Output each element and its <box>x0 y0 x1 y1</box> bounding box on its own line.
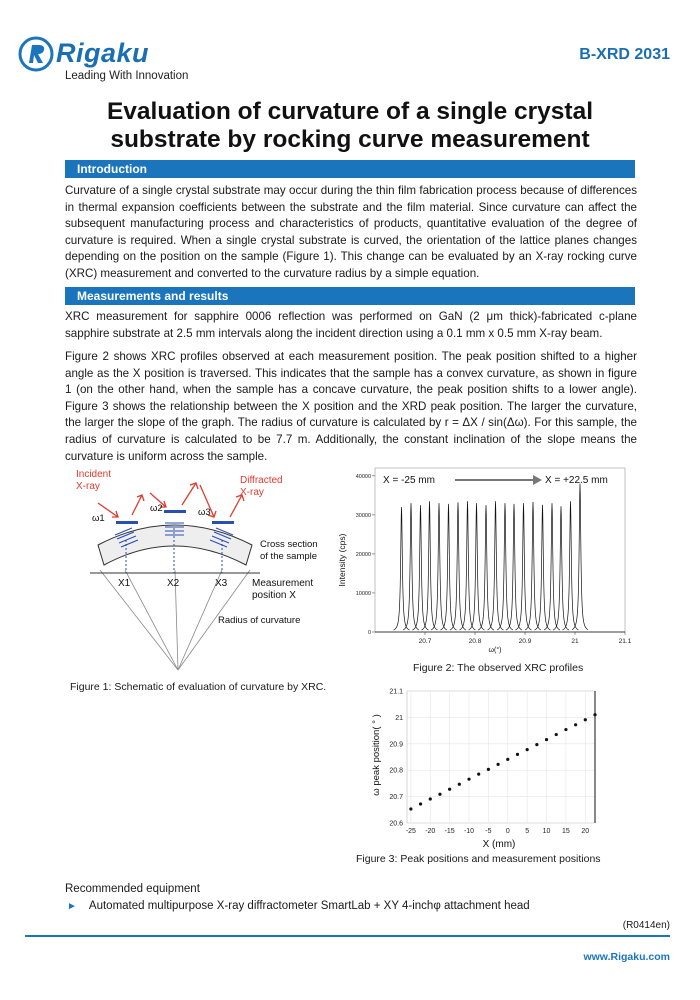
incident-label-1: Incident <box>76 469 112 480</box>
introduction-paragraph: Curvature of a single crystal substrate may occur during the thin film fabrication process because of differences in thermal expansion coefficients between the substrate and the film material. Since curvature can affect the subsequent manufacturing process and characteristics of products, quantitative evaluation of the degree of curvature is required. When a single crystal substrate is curved, the orientation of the lattice planes changes depending on the position on the sample (Figure 1). This change can be evaluated by an X-ray rocking curve (XRC) measurement and converted to the curvature radius by a simple equation. <box>65 184 637 280</box>
fig3-y-tick-label: 20.8 <box>389 767 403 775</box>
fig2-x-tick-label: 20.9 <box>518 638 532 645</box>
fig2-profile-line <box>441 504 457 630</box>
fig2-x-tick-label: 21.1 <box>618 638 632 645</box>
fig2-profile-line <box>488 501 504 630</box>
triangle-bullet-icon: ► <box>67 901 77 912</box>
section-heading-measurements: Measurements and results <box>65 287 635 305</box>
fig3-x-tick-label: 0 <box>505 828 510 835</box>
fig2-profile-line <box>394 507 410 630</box>
fig2-x-tick-label: 21 <box>571 638 579 645</box>
fig3-data-point <box>477 773 480 776</box>
fig2-y-tick-label: 30000 <box>355 512 371 519</box>
fig2-annotation-left: X = -25 mm <box>383 475 435 486</box>
fig2-profile-line <box>469 503 485 630</box>
fig2-y-tick-label: 10000 <box>355 590 371 597</box>
fig2-profile-line <box>516 503 532 630</box>
fig3-data-point <box>438 793 441 796</box>
fig3-y-tick-label: 21.1 <box>389 688 403 696</box>
document-title <box>40 98 660 154</box>
fig2-y-tick-label: 40000 <box>355 473 371 480</box>
figure-2-caption: Figure 2: The observed XRC profiles <box>413 662 584 674</box>
fig3-x-tick-label: -10 <box>463 828 475 835</box>
equipment-heading: Recommended equipment <box>65 883 200 895</box>
fig2-plot-area <box>356 468 632 645</box>
equipment-item-text: Automated multipurpose X-ray diffractometer SmartLab + XY 4-inchφ attachment head <box>88 900 530 912</box>
figure-1-caption: Figure 1: Schematic of evaluation of curvature by XRC. <box>70 681 327 693</box>
fig3-data-point <box>496 763 499 766</box>
fig3-data-point <box>545 738 548 741</box>
fig3-plot-area <box>389 689 596 836</box>
fig2-x-tick-label: 20.8 <box>468 638 482 645</box>
omega-3-label: ω3 <box>198 507 211 518</box>
fig3-y-axis-label: ω peak position( ° ) <box>371 714 382 796</box>
fig3-data-point <box>555 733 558 736</box>
fig2-profile-line <box>478 505 494 630</box>
omega-1-label: ω1 <box>92 513 105 524</box>
fig2-profile-line <box>544 503 560 630</box>
figure-1-schematic <box>70 465 340 680</box>
fig2-profile-line <box>413 505 429 630</box>
beam-spot <box>212 521 234 524</box>
title-line-1: Evaluation of curvature of a single crystal <box>106 98 594 125</box>
fig3-x-tick-label: 20 <box>581 828 590 835</box>
fig2-profile-line <box>403 503 419 630</box>
fig2-y-tick-label: 0 <box>367 630 371 636</box>
rigaku-logo-icon <box>18 36 54 72</box>
fig3-data-point <box>564 728 567 731</box>
measurements-paragraph-2: Figure 2 shows XRC profiles observed at each measurement position. The peak position shifted to a higher angle as the X position is traversed. This indicates that the sample has a convex curvature, as shown in figure 1 (on the other hand, when the sample has a concave curvature, the peak position shifts to a lower angle). Figure 3 shows the relationship between the X position and the XRD peak position. The larger the curvature, the larger the slope of the graph. The radius of curvature is calculated by r = ΔX / sin(Δω). For this sample, the radius of curvature is calculated to be 7.7 m. Additionally, the constant inclination of the slope means the curvature is uniform across the sample. <box>65 350 637 463</box>
position-x3: X3 <box>215 578 228 589</box>
incident-label-2: X-ray <box>76 481 100 492</box>
fig2-profile-line <box>506 504 522 630</box>
fig2-y-tick-label: 20000 <box>355 551 371 558</box>
measurement-label-1: Measurement <box>252 578 314 589</box>
fig2-profile-line <box>535 505 551 630</box>
fig3-y-tick-label: 20.9 <box>389 741 403 749</box>
footer-divider <box>25 935 670 937</box>
omega-2-label: ω2 <box>150 503 163 514</box>
diffracted-label-1: Diffracted <box>240 475 283 486</box>
fig2-x-axis-label: ω(°) <box>488 647 502 654</box>
position-x2: X2 <box>167 578 180 589</box>
fig3-data-point <box>526 748 529 751</box>
position-x1: X1 <box>118 578 131 589</box>
fig2-profile-line <box>460 501 476 630</box>
cross-section-label-2: of the sample <box>260 551 318 562</box>
document-reference: (R0414en) <box>622 920 670 931</box>
fig2-y-axis-label: Intensity (cps) <box>337 533 347 587</box>
fig3-data-point <box>516 753 519 756</box>
document-code: B-XRD 2031 <box>579 46 670 63</box>
fig2-direction-arrow <box>455 475 542 485</box>
fig3-x-axis-label: X (mm) <box>482 839 516 850</box>
beam-spot <box>116 521 138 524</box>
fig3-x-tick-label: 5 <box>525 828 530 835</box>
equipment-item <box>67 900 530 912</box>
fig2-profile-line <box>563 501 579 630</box>
figure-3-scatter-chart <box>355 683 615 853</box>
brand-name: Rigaku <box>56 38 150 68</box>
fig3-data-point <box>535 743 538 746</box>
fig3-data-point <box>467 778 470 781</box>
fig3-frame <box>407 691 595 823</box>
fig3-data-point <box>458 783 461 786</box>
fig3-data-point <box>487 768 490 771</box>
fig2-annotation-right: X = +22.5 mm <box>545 475 608 486</box>
fig3-x-tick-label: -25 <box>405 828 416 835</box>
fig3-data-point <box>574 723 577 726</box>
fig2-profile-line <box>422 501 438 630</box>
fig2-profile-line <box>497 503 513 630</box>
beam-spot <box>164 510 186 513</box>
fig2-profile-line <box>431 503 447 630</box>
title-line-2: substrate by rocking curve measurement <box>110 126 590 153</box>
cross-section-label-1: Cross section <box>260 539 318 550</box>
fig2-profile-line <box>525 502 541 630</box>
fig2-profile-line <box>553 506 569 630</box>
fig2-x-tick-label: 20.7 <box>418 638 432 645</box>
fig3-data-point <box>506 758 509 761</box>
section-heading-introduction: Introduction <box>65 160 635 178</box>
brand-tagline: Leading With Innovation <box>65 70 189 82</box>
fig3-x-tick-label: 15 <box>562 828 570 835</box>
fig3-y-tick-label: 20.6 <box>389 820 403 828</box>
fig3-x-tick-label: -5 <box>485 828 492 835</box>
fig3-data-point <box>409 807 412 810</box>
website-link[interactable]: www.Rigaku.com <box>583 951 670 963</box>
fig3-x-tick-label: 10 <box>542 828 551 835</box>
fig3-data-point <box>448 788 451 791</box>
fig3-y-tick-label: 20.7 <box>389 794 403 802</box>
fig2-profile-line <box>450 502 466 630</box>
fig2-profile-line <box>572 484 588 630</box>
fig3-y-tick-label: 21 <box>395 714 403 722</box>
figure-3-caption: Figure 3: Peak positions and measurement positions <box>356 853 601 865</box>
measurement-label-2: position X <box>252 590 296 601</box>
fig3-data-point <box>419 802 422 805</box>
figure-2-xrc-chart <box>335 460 635 660</box>
fig3-x-tick-label: -20 <box>425 828 436 835</box>
fig3-x-tick-label: -15 <box>444 828 455 835</box>
diffracted-label-2: X-ray <box>240 487 264 498</box>
fig2-frame <box>375 468 625 632</box>
measurements-paragraph-1: XRC measurement for sapphire 0006 reflection was performed on GaN (2 μm thick)-fabricated c-plane sapphire substrate at 2.5 mm intervals along the incident direction using a 0.1 mm x 0.5 mm X-ray beam. <box>65 310 637 340</box>
fig3-data-point <box>584 718 587 721</box>
fig3-data-point <box>429 797 432 800</box>
radius-label: Radius of curvature <box>218 615 301 626</box>
